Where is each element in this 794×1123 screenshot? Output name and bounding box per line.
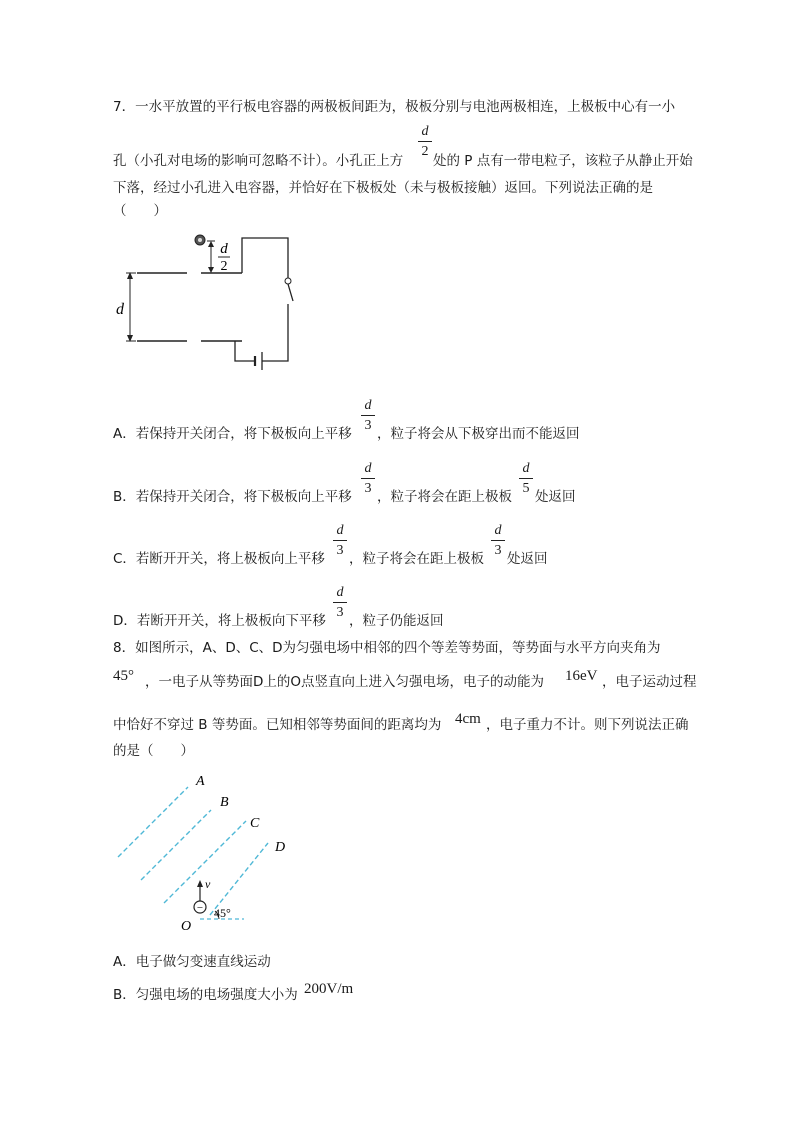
q7-option-c-post: 处返回 (507, 551, 548, 567)
q7-option-a-pre: A．若保持开关闭合，将下极板向上平移 (113, 426, 352, 442)
q7-option-a-fraction: d 3 (361, 398, 375, 434)
q8-line-3a: 中恰好不穿过 B 等势面。已知相邻等势面间的距离均为 (113, 717, 442, 733)
distance-d-label: d (116, 301, 124, 318)
q7-option-b-fraction-1: d 3 (361, 461, 375, 497)
q8-field-strength: 200V/m (304, 981, 354, 997)
q7-line-2b: 处的 P 点有一带电粒子，该粒子从静止开始 (433, 153, 693, 169)
q8-option-a: A．电子做匀变速直线运动 (113, 954, 271, 970)
q8-option-b-pre: B．匀强电场的电场强度大小为 (113, 987, 298, 1003)
q7-option-b-pre: B．若保持开关闭合，将下极板向上平移 (113, 489, 352, 505)
label-b: B (220, 795, 229, 810)
label-d: D (275, 840, 286, 855)
q7-line-1: 7．一水平放置的平行板电容器的两极板间距为，极板分别与电池两极相连，上极板中心有一小 (113, 99, 676, 115)
half-d-label-num: d (220, 241, 228, 257)
q8-equipotential-diagram (112, 768, 312, 938)
q7-option-d-fraction: d 3 (333, 585, 347, 621)
q8-line-2a: ，一电子从等势面D上的O点竖直向上进入匀强电场，电子的动能为 (145, 674, 545, 690)
q8-energy-16ev: 16eV (565, 668, 598, 684)
electron-sign: − (196, 902, 204, 914)
q7-line-2a: 孔（小孔对电场的影响可忽略不计）。小孔正上方 (113, 153, 404, 169)
equipotential-a (118, 787, 188, 857)
label-o: O (181, 919, 192, 934)
q7-option-c-fraction-2: d 3 (491, 523, 505, 559)
q7-option-b-post: 处返回 (535, 489, 576, 505)
q7-option-b-fraction-2: d 5 (519, 461, 533, 497)
q7-fraction-d-over-2: d 2 (418, 124, 432, 160)
q8-angle-45: 45° (113, 668, 134, 684)
q7-line-4: （ ） (113, 203, 167, 219)
switch-pivot (285, 278, 291, 284)
q7-capacitor-diagram (110, 228, 310, 373)
half-d-label-den: 2 (220, 259, 228, 274)
q8-line-2b: ，电子运动过程 (602, 674, 697, 690)
q8-line-1: 8．如图所示，A、D、C、D为匀强电场中相邻的四个等差等势面，等势面与水平方向夹角为 (113, 640, 661, 656)
angle-label: 45° (214, 906, 231, 920)
q7-option-b-mid: ，粒子将会在距上极板 (377, 489, 512, 505)
q7-line-3: 下落，经过小孔进入电容器，并恰好在下极板处（未与极板接触）返回。下列说法正确的是 (113, 180, 653, 196)
q7-option-c-pre: C．若断开开关，将上极板向上平移 (113, 551, 325, 567)
equipotential-b (141, 810, 211, 880)
label-v: v (205, 877, 211, 891)
switch-blade (288, 284, 293, 301)
label-c: C (250, 816, 260, 831)
label-a: A (196, 774, 205, 789)
q7-option-c-fraction-1: d 3 (333, 523, 347, 559)
q8-line-3b: ，电子重力不计。则下列说法正确 (486, 717, 689, 733)
equipotential-d (210, 843, 268, 915)
q7-option-d-pre: D．若断开开关，将上极板向下平移 (113, 613, 326, 629)
q7-option-a-post: ，粒子将会从下极穿出而不能返回 (377, 426, 580, 442)
q7-option-c-mid: ，粒子将会在距上极板 (349, 551, 484, 567)
q8-line-4: 的是（ ） (113, 743, 194, 759)
q7-option-d-post: ，粒子仍能返回 (349, 613, 444, 629)
q8-distance-4cm: 4cm (455, 711, 481, 727)
